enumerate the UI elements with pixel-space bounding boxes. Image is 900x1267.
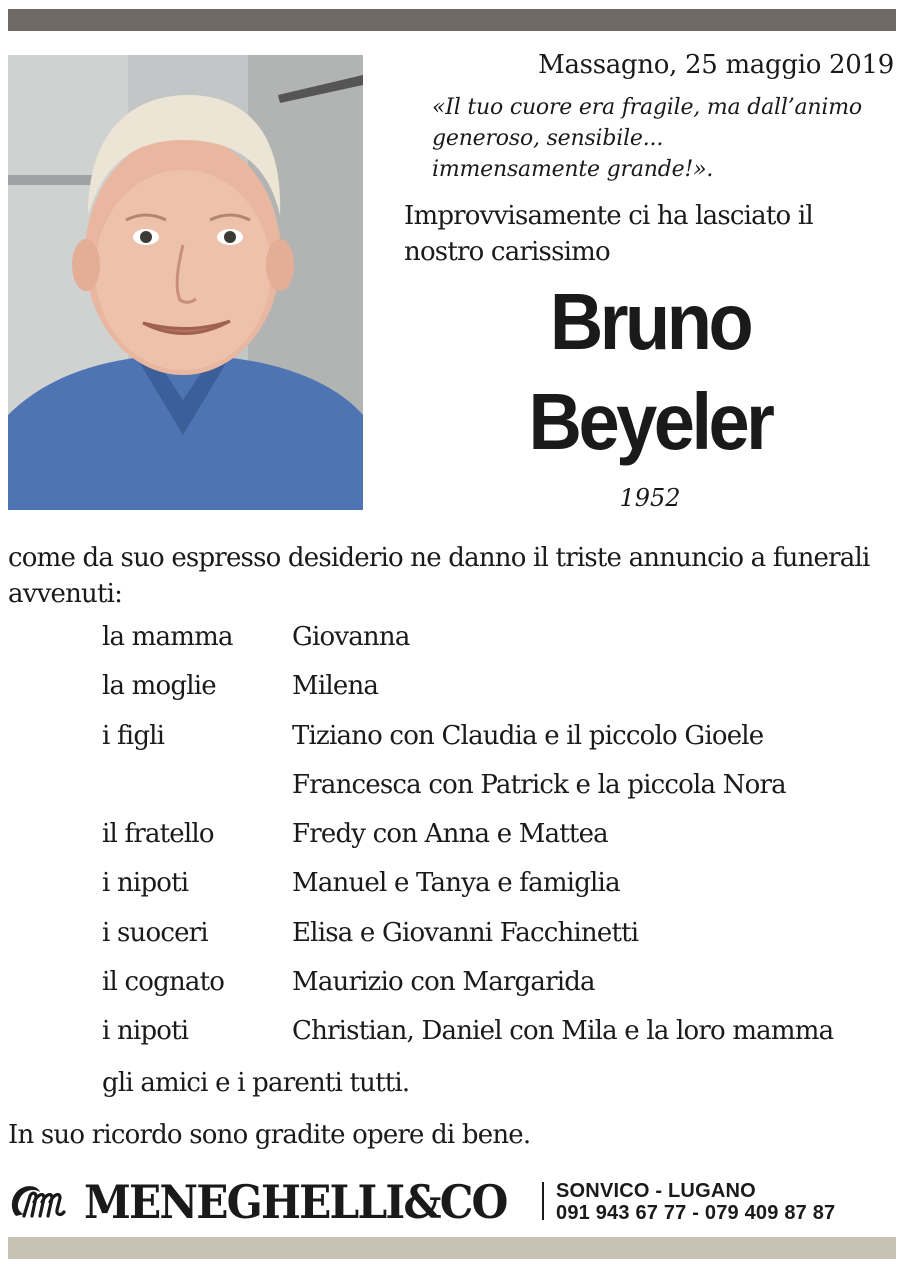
- family-relation: il cognato: [102, 967, 225, 998]
- family-relation: la moglie: [102, 671, 216, 702]
- family-names: Elisa e Giovanni Facchinetti: [292, 917, 639, 948]
- quote-line: generoso, sensibile...: [432, 126, 664, 151]
- portrait-photo: [8, 55, 363, 510]
- family-row: [102, 671, 892, 720]
- portrait-image: [8, 55, 363, 510]
- funeral-home-contact: [556, 1180, 835, 1224]
- funeral-home-logo-icon: [8, 1180, 70, 1222]
- quote-line: immensamente grande!».: [432, 157, 714, 182]
- footer-divider: [542, 1182, 544, 1220]
- family-row: [102, 721, 892, 770]
- family-row: [102, 770, 892, 819]
- family-names: Milena: [292, 671, 379, 702]
- friends-line: gli amici e i parenti tutti.: [102, 1068, 410, 1098]
- family-names: Christian, Daniel con Mila e la loro mamma: [292, 1016, 834, 1047]
- funeral-home-location: SONVICO - LUGANO: [556, 1180, 756, 1202]
- family-relation: i figli: [102, 720, 165, 751]
- place-date: Massagno, 25 maggio 2019: [538, 50, 894, 80]
- family-names: Giovanna: [292, 622, 410, 652]
- funeral-home-name: MENEGHELLI&CO: [84, 1175, 507, 1229]
- closing-line: In suo ricordo sono gradite opere di bene.: [8, 1120, 531, 1150]
- intro-text: Improvvisamente ci ha lasciato il nostro carissimo: [404, 201, 813, 267]
- family-names: Manuel e Tanya e famiglia: [292, 868, 620, 899]
- family-relation: i nipoti: [102, 868, 189, 899]
- family-row: [102, 1016, 892, 1065]
- funeral-home-footer: [8, 1176, 896, 1228]
- deceased-first-name: Bruno: [549, 276, 751, 367]
- quote-line: «Il tuo cuore era fragile, ma dall’animo: [432, 95, 862, 120]
- family-row: [102, 918, 892, 967]
- family-row: [102, 868, 892, 917]
- family-names: Fredy con Anna e Mattea: [292, 819, 608, 850]
- family-names: Francesca con Patrick e la piccola Nora: [292, 769, 786, 800]
- family-relation: il fratello: [102, 819, 214, 850]
- birth-year: 1952: [619, 484, 681, 512]
- announcement-text: come da suo espresso desiderio ne danno il triste annuncio a funerali avvenuti:: [8, 543, 870, 609]
- quote: [432, 92, 892, 185]
- top-border-bar: [8, 9, 896, 31]
- bottom-border-bar: [8, 1237, 896, 1259]
- family-row: [102, 819, 892, 868]
- family-list: [102, 622, 892, 1066]
- family-names: Tiziano con Claudia e il piccolo Gioele: [292, 720, 764, 751]
- family-relation: i suoceri: [102, 917, 208, 948]
- family-names: Maurizio con Margarida: [292, 967, 595, 998]
- family-relation: i nipoti: [102, 1016, 189, 1047]
- family-relation: la mamma: [102, 622, 233, 652]
- family-row: [102, 622, 892, 671]
- family-row: [102, 967, 892, 1016]
- deceased-last-name: Beyeler: [528, 376, 772, 467]
- funeral-home-phones: 091 943 67 77 - 079 409 87 87: [556, 1202, 836, 1224]
